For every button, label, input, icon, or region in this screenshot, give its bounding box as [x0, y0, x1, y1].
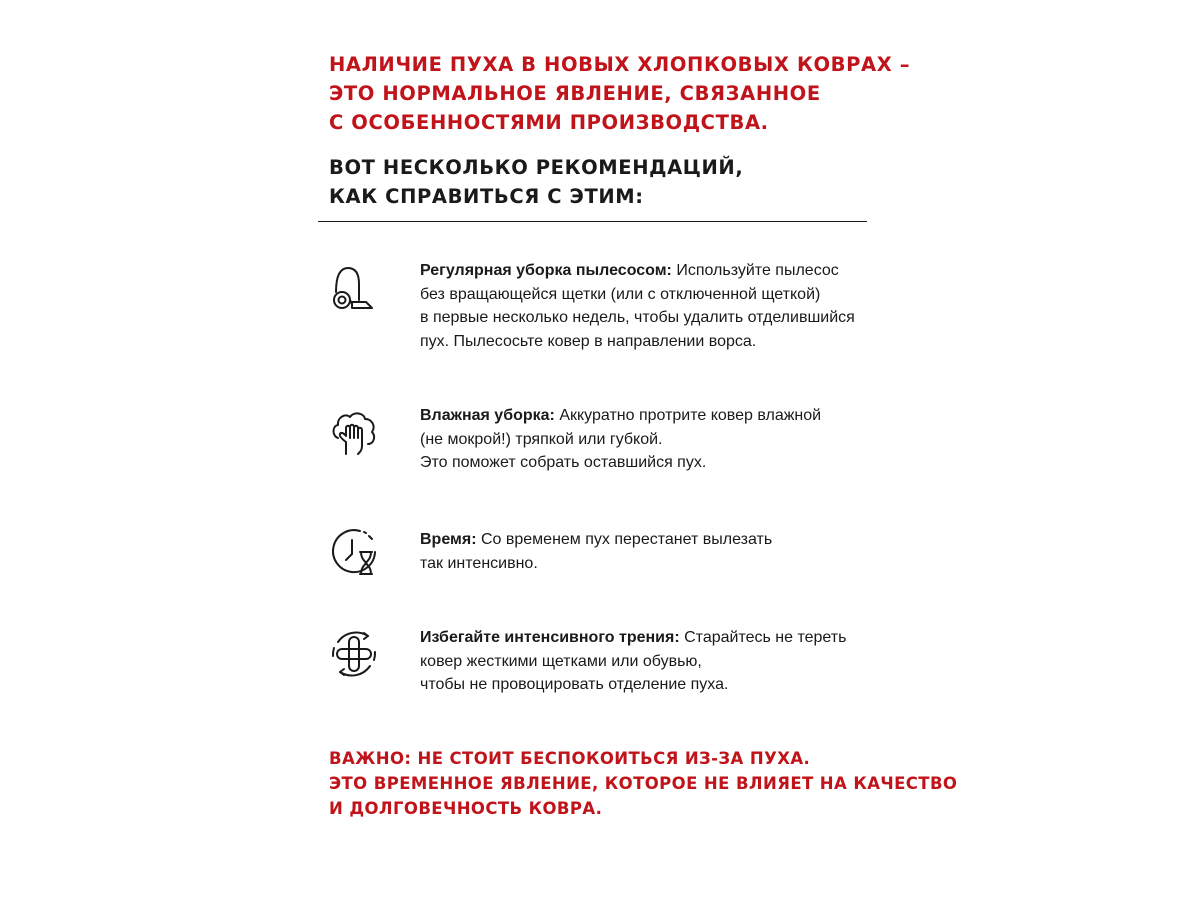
vacuum-cleaner-icon: [328, 262, 380, 314]
tip-line: так интенсивно.: [420, 554, 538, 572]
tip-title: Время:: [420, 531, 477, 548]
intro-line: ЭТО НОРМАЛЬНОЕ ЯВЛЕНИЕ, СВЯЗАННОЕ: [329, 82, 821, 105]
tip-text: [420, 528, 772, 575]
tip-text: [420, 404, 821, 475]
subtitle-line: ВОТ НЕСКОЛЬКО РЕКОМЕНДАЦИЙ,: [329, 156, 744, 179]
hand-cleaning-icon: [328, 408, 380, 460]
friction-icon: [328, 628, 380, 680]
tip-line: Используйте пылесос: [676, 262, 839, 279]
intro-line: НАЛИЧИЕ ПУХА В НОВЫХ ХЛОПКОВЫХ КОВРАХ –: [329, 53, 911, 76]
tip-line: Со временем пух перестанет вылезать: [480, 531, 773, 548]
important-line: И ДОЛГОВЕЧНОСТЬ КОВРА.: [329, 799, 603, 818]
tip-line: в первые несколько недель, чтобы удалить отделившийся: [420, 309, 855, 326]
tip-title: Регулярная уборка пылесосом:: [420, 262, 672, 279]
tip-line: без вращающейся щетки (или с отключенной щеткой): [420, 285, 821, 303]
tip-line: (не мокрой!) тряпкой или губкой.: [420, 430, 663, 448]
important-line: ВАЖНО: НЕ СТОИТ БЕСПОКОИТЬСЯ ИЗ-ЗА ПУХА.: [329, 749, 811, 768]
important-note: [329, 746, 957, 821]
intro-heading: [329, 50, 910, 137]
tip-line: Это поможет собрать оставшийся пух.: [420, 454, 707, 471]
tip-line: пух. Пылесосьте ковер в направлении ворса.: [420, 332, 757, 350]
tip-text: [420, 626, 846, 697]
tip-title: Влажная уборка:: [420, 407, 555, 424]
tip-line: чтобы не провоцировать отделение пуха.: [420, 676, 729, 693]
subtitle-line: КАК СПРАВИТЬСЯ С ЭТИМ:: [329, 185, 644, 208]
subtitle-heading: [329, 153, 743, 211]
tip-title: Избегайте интенсивного трения:: [420, 629, 680, 646]
tip-text: [420, 259, 855, 353]
important-line: ЭТО ВРЕМЕННОЕ ЯВЛЕНИЕ, КОТОРОЕ НЕ ВЛИЯЕТ НА КАЧЕСТВО: [329, 774, 958, 793]
divider: [318, 221, 867, 222]
tip-line: ковер жесткими щетками или обувью,: [420, 652, 702, 670]
intro-line: С ОСОБЕННОСТЯМИ ПРОИЗВОДСТВА.: [329, 111, 769, 134]
clock-hourglass-icon: [328, 526, 380, 578]
tip-line: Старайтесь не тереть: [684, 629, 847, 646]
tip-line: Аккуратно протрите ковер влажной: [559, 407, 822, 424]
